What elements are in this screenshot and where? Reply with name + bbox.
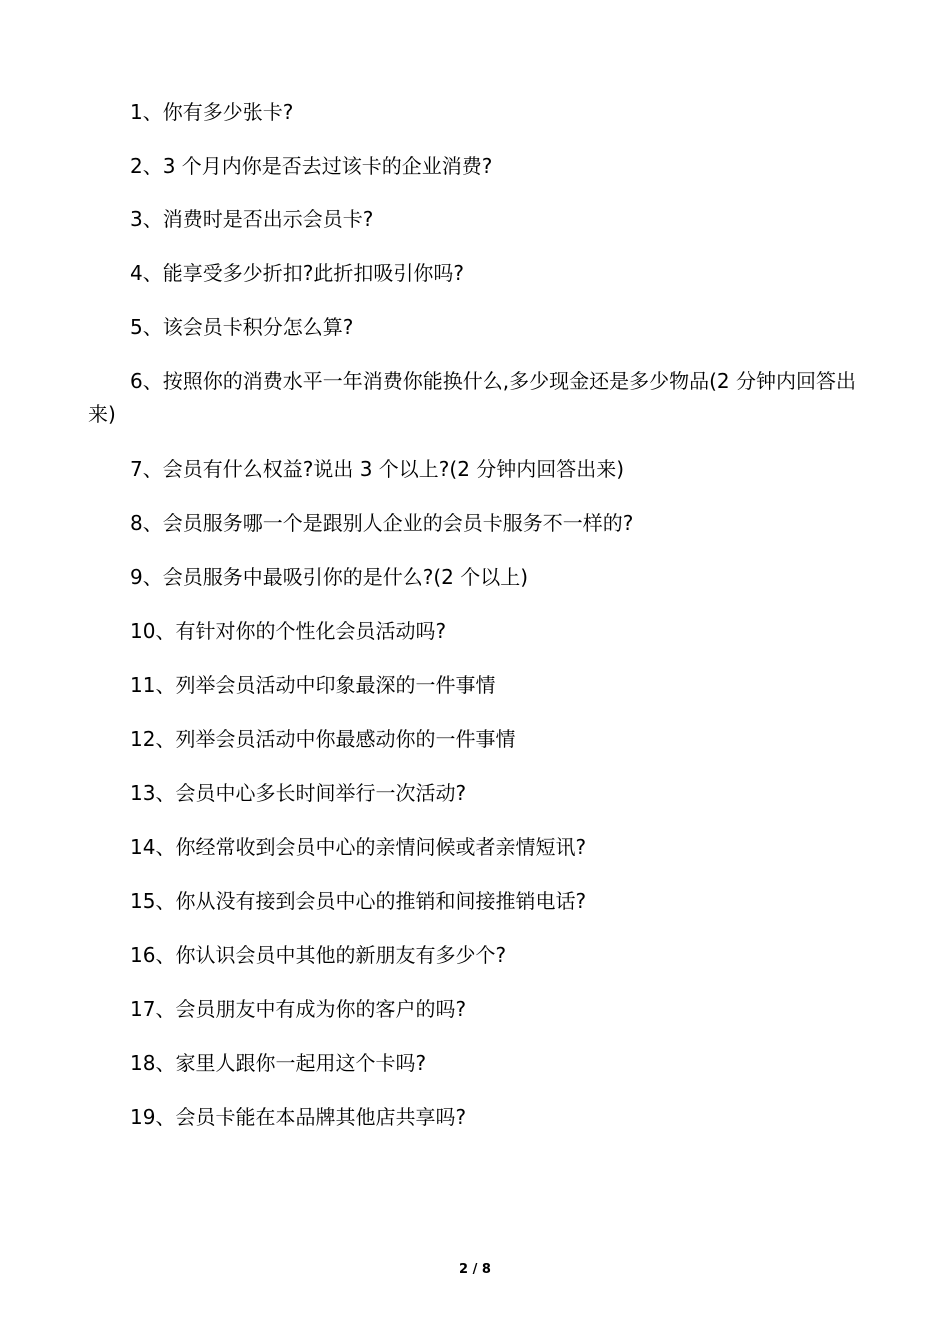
question-11: 11、列举会员活动中印象最深的一件事情 [130,673,496,697]
question-15: 15、你从没有接到会员中心的推销和间接推销电话? [130,889,587,913]
question-17: 17、会员朋友中有成为你的客户的吗? [130,997,467,1021]
question-6: 6、按照你的消费水平一年消费你能换什么,多少现金还是多少物品(2 分钟内回答出来) [88,369,856,426]
question-18: 18、家里人跟你一起用这个卡吗? [130,1051,427,1075]
question-4: 4、能享受多少折扣?此折扣吸引你吗? [130,261,464,285]
question-2: 2、3 个月内你是否去过该卡的企业消费? [130,154,493,178]
question-5: 5、该会员卡积分怎么算? [130,315,354,339]
question-13: 13、会员中心多长时间举行一次活动? [130,781,467,805]
question-8: 8、会员服务哪一个是跟别人企业的会员卡服务不一样的? [130,511,634,535]
question-19: 19、会员卡能在本品牌其他店共享吗? [130,1105,467,1129]
question-16: 16、你认识会员中其他的新朋友有多少个? [130,943,507,967]
question-3: 3、消费时是否出示会员卡? [130,207,374,231]
question-9: 9、会员服务中最吸引你的是什么?(2 个以上) [130,565,529,589]
question-12: 12、列举会员活动中你最感动你的一件事情 [130,727,516,751]
question-1: 1、你有多少张卡? [130,100,294,124]
question-14: 14、你经常收到会员中心的亲情问候或者亲情短讯? [130,835,587,859]
page-indicator: 2 / 8 [459,1262,491,1277]
question-10: 10、有针对你的个性化会员活动吗? [130,619,447,643]
question-7: 7、会员有什么权益?说出 3 个以上?(2 分钟内回答出来) [130,457,625,481]
